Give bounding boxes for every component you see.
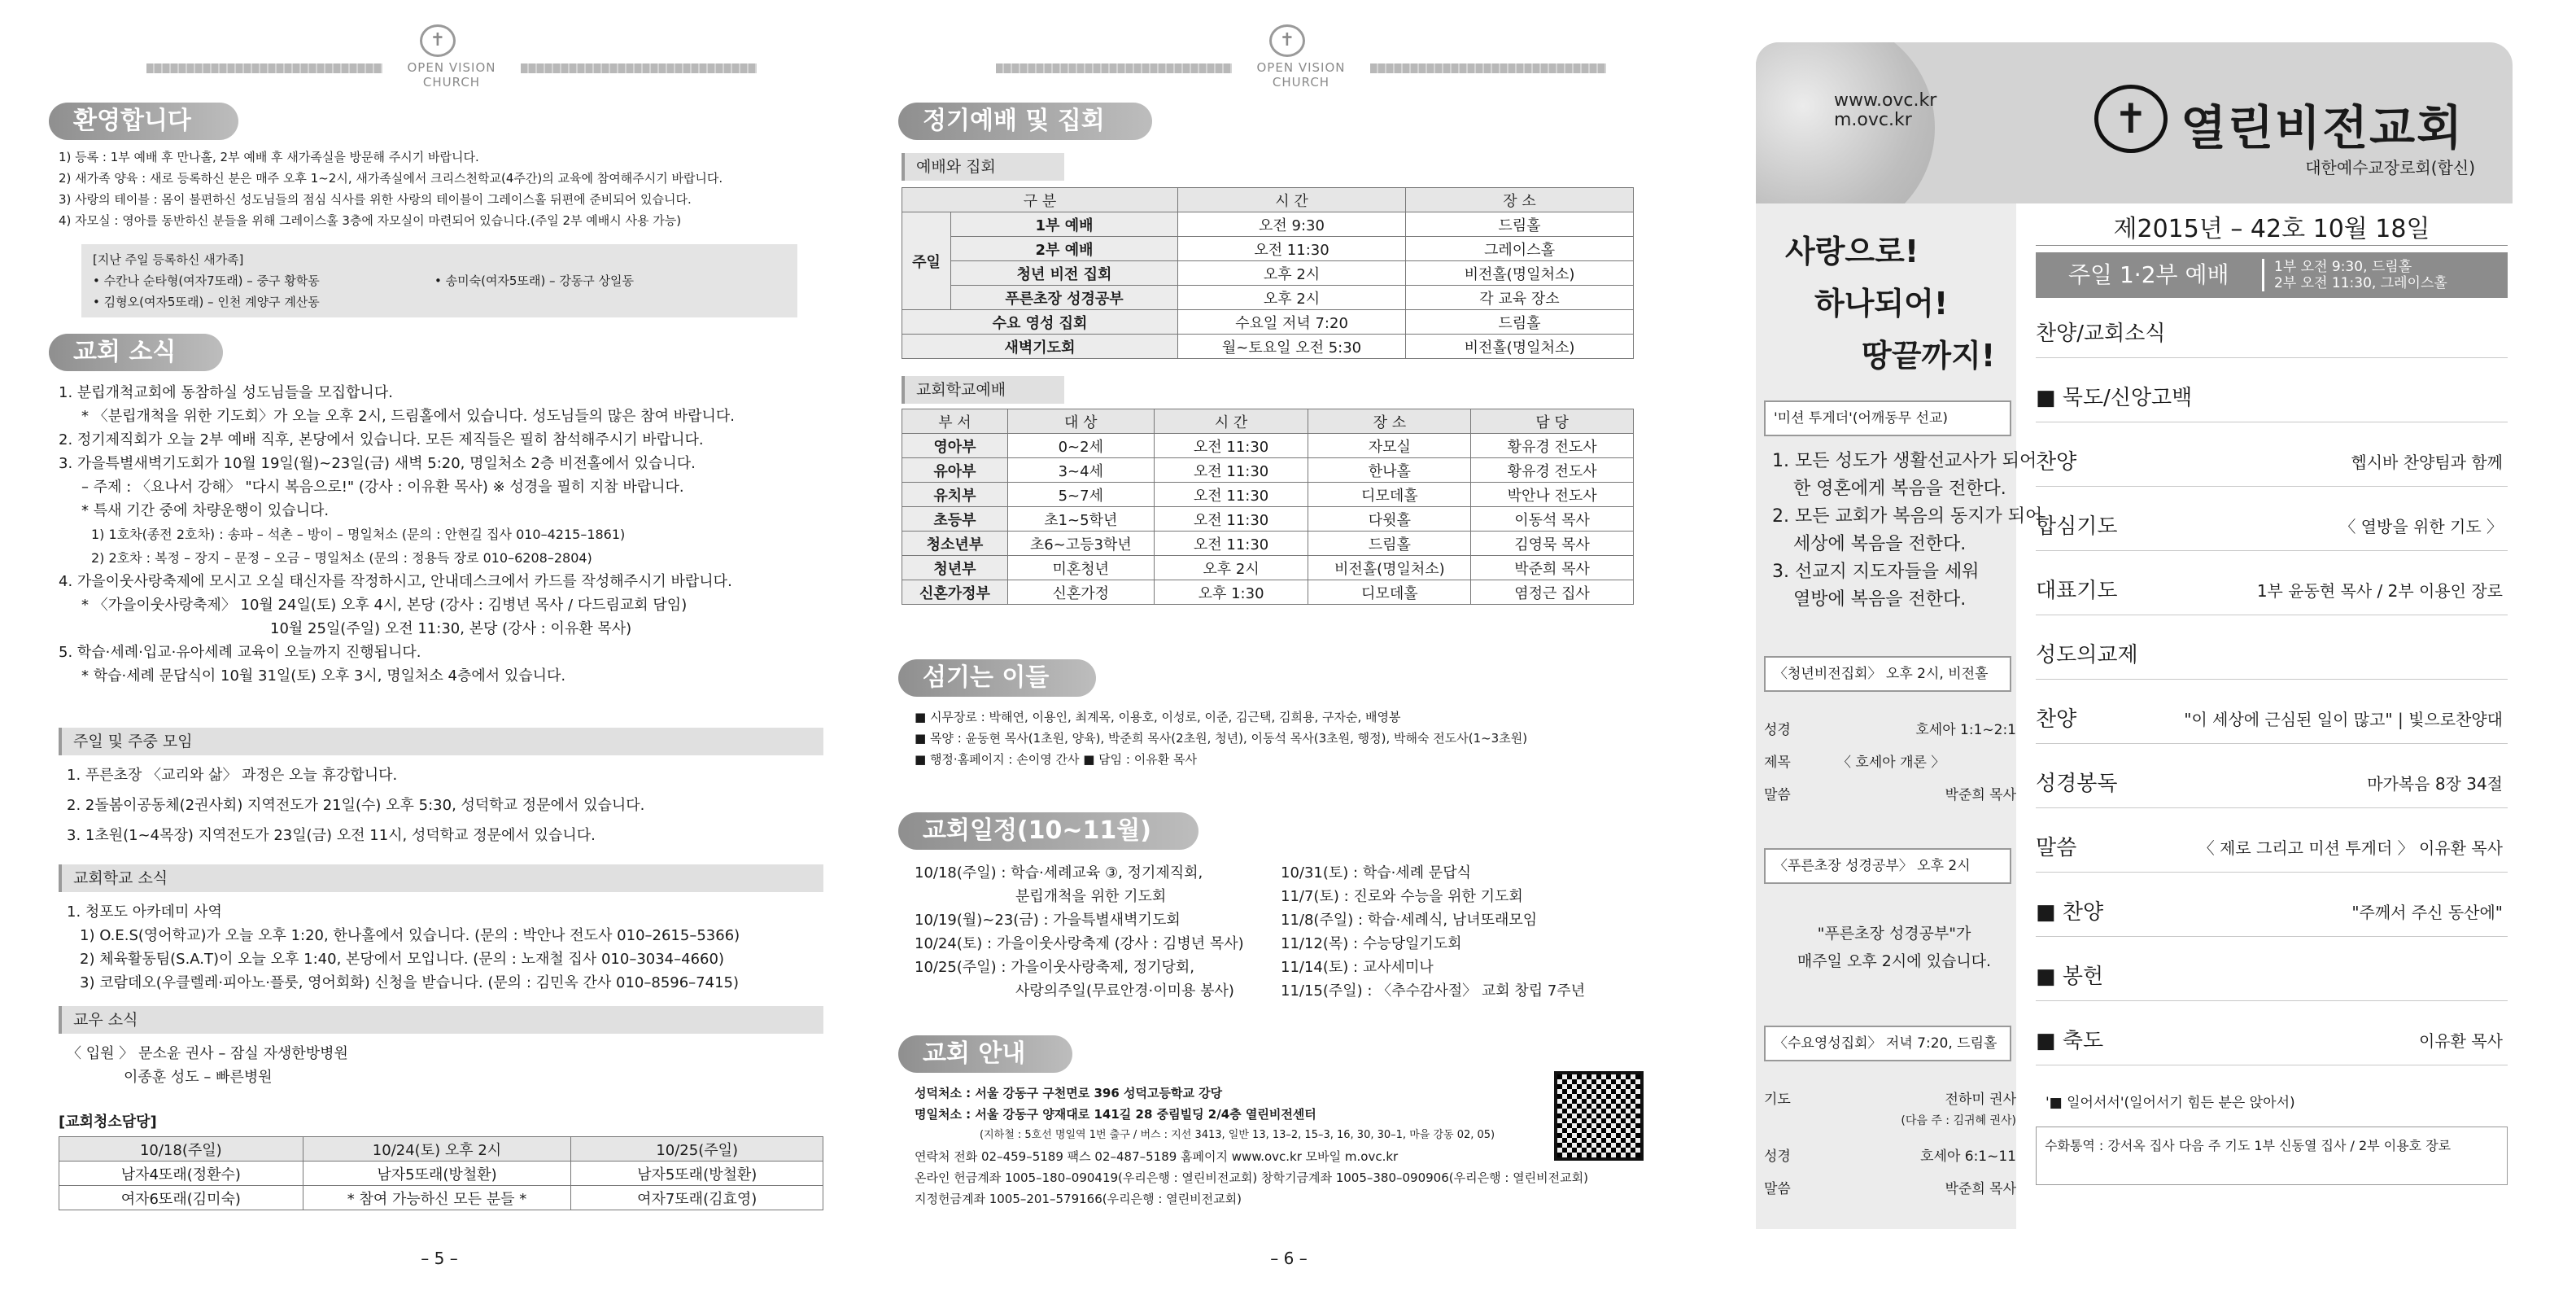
news-list <box>59 381 823 688</box>
weekly-subheader: 주일 및 주중 모임 <box>59 728 823 755</box>
wednesday-title: 〈수요영성집회〉 저녁 7:20, 드림홀 <box>1764 1026 2011 1061</box>
table-cell: 오전 11:30 <box>1154 532 1308 556</box>
church-logo-icon: ✝ <box>1269 24 1305 57</box>
table-row <box>902 580 1634 605</box>
order-value: 〈 열방을 위한 기도 〉 <box>2339 517 2503 536</box>
row-label: 말씀 <box>1764 1181 1791 1197</box>
news-line: 10월 25일(주일) 오전 11:30, 본당 (강사 : 이유환 목사) <box>270 620 632 637</box>
welcome-line: 2) 새가족 양육 : 새로 등록하신 분은 매주 오후 1~2시, 새가족실에서 크리스천학교(4주간)의 교육에 참여해주시기 바랍니다. <box>59 171 723 186</box>
table-cell: 청소년부 <box>902 532 1008 556</box>
order-item <box>2036 952 2508 1001</box>
table-cell: 영아부 <box>902 434 1008 458</box>
table-cell: 신혼가정부 <box>902 580 1008 605</box>
table-cell: 3~4세 <box>1007 458 1154 483</box>
table-cell: 여자6또래(김미숙) <box>59 1186 303 1210</box>
news-line: – 주제 : 〈요나서 강해〉 "다시 복음으로!" (강사 : 이유환 목사) ※ 성경을 필히 지참 바랍니다. <box>81 479 684 496</box>
table-cell: 박준희 목사 <box>1471 556 1634 580</box>
table-header: 담 당 <box>1471 409 1634 434</box>
school-worship-subheader: 교회학교예배 <box>902 376 1064 404</box>
school-worship-table <box>902 409 1634 605</box>
table-cell: 남자4또래(정환수) <box>59 1162 303 1186</box>
table-header: 장 소 <box>1406 188 1634 212</box>
table-cell: 초1~5학년 <box>1007 507 1154 532</box>
school-line: 3) 코람데오(우클렐레·피아노·플룻, 영어회화) 신청을 받습니다. (문의 : 김민옥 간사 010–8596–7415) <box>80 974 740 991</box>
mission-title: '미션 투게더'(어깨동무 선교) <box>1764 400 2011 436</box>
row-value: 박준희 목사 <box>1945 787 2016 803</box>
newcomers-title: [지난 주일 등록하신 새가족] <box>93 252 244 267</box>
table-row <box>902 434 1634 458</box>
section-news <box>49 334 830 371</box>
table-cell: 남자5또래(방철환) <box>303 1162 571 1186</box>
order-label: ■ 축도 <box>2036 1029 2104 1053</box>
page-header <box>898 24 1679 90</box>
weekly-line: 2. 2돌봄이공동체(2권사회) 지역전도가 21일(수) 오후 5:30, 성덕학교 정문에서 있습니다. <box>67 797 645 814</box>
mission-line: 3. 선교지 지도자들을 세워 <box>1772 562 1980 582</box>
news-line: 4. 가을이웃사랑축제에 모시고 오실 태신자를 작정하시고, 안내데스크에서 카드를 작성해주시기 바랍니다. <box>59 573 732 590</box>
members-list <box>59 1042 823 1089</box>
order-label: 찬양 <box>2036 707 2077 732</box>
slogan-line: 사랑으로! <box>1785 234 1919 269</box>
welcome-list <box>59 147 823 231</box>
guide-line: 연락처 전화 02–459–5189 팩스 02–487–5189 홈페이지 www.ovc.kr 모바일 m.ovc.kr <box>915 1149 1399 1164</box>
cover-header <box>1756 42 2513 203</box>
table-cell: 그레이스홀 <box>1406 237 1634 261</box>
news-line: 5. 학습·세례·입교·유아세례 교육이 오늘까지 진행됩니다. <box>59 644 421 661</box>
table-row <box>59 1162 823 1186</box>
cover-page <box>1749 0 2514 1295</box>
row-value: 호세아 6:1~11 <box>1920 1148 2016 1165</box>
table-cell: 여자7또래(김효영) <box>571 1186 823 1210</box>
table-cell: 박안나 전도사 <box>1471 483 1634 507</box>
mobile-url: m.ovc.kr <box>1834 110 1912 130</box>
table-cell: 푸른초장 성경공부 <box>951 286 1178 310</box>
service-time: 2부 오전 11:30, 그레이스홀 <box>2274 275 2447 291</box>
weekly-line: 3. 1초원(1~4목장) 지역전도가 23일(금) 오전 11시, 성덕학교 정문에서 있습니다. <box>67 827 596 844</box>
church-name: 열린비전교회 <box>2181 100 2465 155</box>
welcome-line: 3) 사랑의 테이블 : 몸이 불편하신 성도님들의 점심 식사를 위한 사랑의 테이블이 그레이스홀 뒤편에 준비되어 있습니다. <box>59 192 692 207</box>
page-number: – 6 – <box>1270 1249 1308 1268</box>
website-url: www.ovc.kr <box>1834 90 1937 111</box>
schedule-line: 11/15(주일) : 〈추수감사절〉 교회 창립 7주년 <box>1281 982 1586 1000</box>
table-cell: 염정근 집사 <box>1471 580 1634 605</box>
table-header: 장 소 <box>1308 409 1471 434</box>
youth-title: 〈청년비전집회〉 오후 2시, 비전홀 <box>1764 656 2011 692</box>
service-times <box>2262 259 2447 291</box>
members-subheader: 교우 소식 <box>59 1006 823 1034</box>
order-label: 성도의교제 <box>2036 643 2138 667</box>
news-line: 2. 정기제직회가 오늘 2부 예배 직후, 본당에서 있습니다. 모든 제직들은 필히 참석해주시기 바랍니다. <box>59 431 704 448</box>
table-cell: 김영묵 목사 <box>1471 532 1634 556</box>
row-value: 〈 호세아 개론 〉 <box>1837 755 1945 771</box>
issue-date: 제2015년 – 42호 10월 18일 <box>2036 213 2508 246</box>
table-header: 시 간 <box>1154 409 1308 434</box>
guide-line: 지정헌금계좌 1005–201–579166(우리은행 : 열린비전교회) <box>915 1192 1242 1206</box>
bible-study-line: "푸른초장 성경공부"가 <box>1817 925 1971 943</box>
welcome-line: 4) 자모실 : 영아를 동반하신 분들을 위해 그레이스홀 3층에 자모실이 마련되어 있습니다.(주일 2부 예배시 사용 가능) <box>59 213 682 228</box>
table-cell: 오후 1:30 <box>1154 580 1308 605</box>
table-row <box>902 310 1634 335</box>
table-cell: 디모데홀 <box>1308 483 1471 507</box>
school-line: 1) O.E.S(영어학교)가 오늘 오후 1:20, 한나홀에서 있습니다. (문의 : 박안나 전도사 010–2615–5366) <box>80 927 740 944</box>
members-line: 〈 입원 〉 문소윤 권사 – 잠실 자생한방병원 <box>67 1045 348 1062</box>
news-line: * 〈분립개척을 위한 기도회〉가 오늘 오후 2시, 드림홀에서 있습니다. 성도님들의 많은 참여 바랍니다. <box>81 408 736 425</box>
header-rule <box>146 63 382 73</box>
mission-line: 한 영혼에게 복음을 전한다. <box>1793 479 2006 499</box>
header-rule <box>996 63 1232 73</box>
table-cell: 디모데홀 <box>1308 580 1471 605</box>
service-time: 1부 오전 9:30, 드림홀 <box>2274 259 2412 275</box>
order-label: 말씀 <box>2036 836 2077 860</box>
table-cell: * 참여 가능하신 모든 분들 * <box>303 1186 571 1210</box>
servers-line: ■ 시무장로 : 박해연, 이용인, 최계목, 이용호, 이성로, 이준, 김근택, 김희용, 구자순, 배영봉 <box>915 710 1401 724</box>
order-label: ■ 찬양 <box>2036 900 2104 925</box>
table-cell: 각 교육 장소 <box>1406 286 1634 310</box>
table-cell: 월~토요일 오전 5:30 <box>1178 335 1406 359</box>
header-church-name: OPEN VISION CHURCH <box>1256 60 1346 90</box>
header-church-name: OPEN VISION CHURCH <box>407 60 496 90</box>
page-6 <box>898 0 1679 1295</box>
cleaning-table <box>59 1136 823 1210</box>
section-guide <box>898 1035 1679 1073</box>
section-title: 정기예배 및 집회 <box>898 103 1152 140</box>
section-servers <box>898 659 1679 697</box>
table-row <box>902 212 1634 237</box>
news-line: * 특새 기간 중에 차량운행이 있습니다. <box>81 502 330 519</box>
schedule-line: 10/25(주일) : 가을이웃사랑축제, 정기당회, <box>915 959 1195 976</box>
mission-line: 2. 모든 교회가 복음의 동지가 되어 <box>1772 506 2043 527</box>
qr-code-icon <box>1554 1071 1644 1161</box>
order-value: "주께서 주신 동산에" <box>2351 903 2503 922</box>
table-row <box>902 286 1634 310</box>
news-line: * 학습·세례 문답식이 10월 31일(토) 오후 3시, 명일처소 4층에서 있습니다. <box>81 667 566 685</box>
slogan-line: 땅끝까지! <box>1862 338 1996 374</box>
table-cell: 오전 9:30 <box>1178 212 1406 237</box>
section-title: 교회 안내 <box>898 1035 1072 1073</box>
table-cell: 오후 2시 <box>1178 261 1406 286</box>
order-value: 헵시바 찬양팀과 함께 <box>2351 453 2503 472</box>
table-cell: 남자5또래(방철환) <box>571 1162 823 1186</box>
table-cell: 오후 2시 <box>1178 286 1406 310</box>
table-cell: 오후 2시 <box>1154 556 1308 580</box>
church-logo-icon: ✝ <box>2094 85 2168 153</box>
row-label: 기도 <box>1764 1092 1791 1108</box>
order-item <box>2036 759 2508 808</box>
newcomer: • 김형오(여자5또래) – 인천 계양구 계산동 <box>93 295 320 309</box>
table-cell: 오전 11:30 <box>1154 483 1308 507</box>
worship-subheader: 예배와 집회 <box>902 153 1064 181</box>
table-cell: 초6~고등3학년 <box>1007 532 1154 556</box>
table-row <box>902 532 1634 556</box>
section-welcome <box>49 103 830 140</box>
school-list <box>59 900 823 995</box>
servers-line: ■ 목양 : 윤동현 목사(1초원, 양육), 박준희 목사(2초원, 청년), 이동석 목사(3초원, 행정), 박해숙 전도사(1~3초원) <box>915 731 1528 746</box>
table-cell: 비전홀(명일처소) <box>1308 556 1471 580</box>
order-item <box>2036 631 2508 680</box>
schedule-left <box>915 861 1289 1003</box>
website-urls <box>1834 91 1936 130</box>
table-header: 구 분 <box>902 188 1178 212</box>
table-header: 대 상 <box>1007 409 1154 434</box>
order-item <box>2036 309 2508 358</box>
table-row <box>902 237 1634 261</box>
table-cell: 오전 11:30 <box>1178 237 1406 261</box>
order-label: 대표기도 <box>2036 579 2118 603</box>
table-header: 10/25(주일) <box>571 1137 823 1162</box>
schedule-line: 사랑의주일(무료안경·이미용 봉사) <box>1015 982 1234 1000</box>
guide-line: 명일처소 : 서울 강동구 양재대로 141길 28 중림빌딩 2/4층 열린비전센터 <box>915 1107 1316 1122</box>
newcomers-box <box>81 244 797 317</box>
table-cell: 한나홀 <box>1308 458 1471 483</box>
church-logo-icon: ✝ <box>420 24 456 57</box>
row-value: (다음 주 : 김귀혜 권사) <box>1901 1114 2016 1127</box>
page-5 <box>49 0 830 1295</box>
newcomer: • 수칸나 순타형(여자7또래) – 중구 황학동 <box>93 273 320 288</box>
table-row <box>902 507 1634 532</box>
table-cell: 드림홀 <box>1308 532 1471 556</box>
order-label: ■ 봉헌 <box>2036 965 2104 989</box>
mission-line: 세상에 복음을 전한다. <box>1793 534 1967 554</box>
schedule-line: 11/14(토) : 교사세미나 <box>1281 959 1434 976</box>
table-row <box>59 1186 823 1210</box>
service-band <box>2036 252 2508 298</box>
row-label: 말씀 <box>1764 787 1791 803</box>
section-title: 섬기는 이들 <box>898 659 1096 697</box>
mission-line: 1. 모든 성도가 생활선교사가 되어 <box>1772 451 2037 471</box>
table-cell: 오전 11:30 <box>1154 434 1308 458</box>
news-line: 2) 2호차 : 복정 – 장지 – 문정 – 오금 – 명일처소 (문의 : 정용득 장로 010–6208–2804) <box>91 550 592 566</box>
schedule-line: 분립개척을 위한 기도회 <box>1015 888 1167 905</box>
news-line: 1. 분립개척교회에 동참하실 성도님들을 모집합니다. <box>59 384 393 401</box>
table-cell: 황유경 전도사 <box>1471 434 1634 458</box>
school-line: 1. 청포도 아카데미 사역 <box>67 903 222 921</box>
table-header: 10/18(주일) <box>59 1137 303 1162</box>
servers-line: ■ 행정·홈페이지 : 손이영 간사 ■ 담임 : 이유환 목사 <box>915 752 1197 767</box>
schedule-line: 10/18(주일) : 학습·세례교육 ③, 정기제직회, <box>915 864 1203 882</box>
header-rule <box>1370 63 1606 73</box>
table-row <box>902 458 1634 483</box>
table-cell: 초등부 <box>902 507 1008 532</box>
order-item <box>2036 502 2508 551</box>
section-title: 교회일정(10~11월) <box>898 812 1198 850</box>
guide-line: 성덕처소 : 서울 강동구 구천면로 396 성덕고등학교 강당 <box>915 1086 1223 1100</box>
row-label: 제목 <box>1764 755 1791 771</box>
school-line: 2) 체육활동팀(S.A.T)이 오늘 오후 1:40, 본당에서 모입니다. (문의 : 노재철 집사 010–3034–4660) <box>80 951 724 968</box>
order-label: 성경봉독 <box>2036 772 2118 796</box>
weekly-list <box>59 763 823 847</box>
welcome-line: 1) 등록 : 1부 예배 후 만나홀, 2부 예배 후 새가족실을 방문해 주시기 바랍니다. <box>59 150 479 164</box>
table-header: 부 서 <box>902 409 1008 434</box>
sunday-label: 주일 <box>902 212 951 310</box>
page-header <box>49 24 830 90</box>
schedule-line: 10/31(토) : 학습·세례 문답식 <box>1281 864 1471 882</box>
section-worship <box>898 103 1679 140</box>
header-rule <box>521 63 757 73</box>
row-label: 성경 <box>1764 722 1791 738</box>
weekly-line: 1. 푸른초장 〈교리와 삶〉 과정은 오늘 휴강합니다. <box>67 767 398 784</box>
news-line: 1) 1호차(종전 2호차) : 송파 – 석촌 – 방이 – 명일처소 (문의 : 안현길 집사 010–4215–1861) <box>91 527 626 542</box>
table-cell: 드림홀 <box>1406 212 1634 237</box>
table-cell: 2부 예배 <box>951 237 1178 261</box>
table-cell: 5~7세 <box>1007 483 1154 507</box>
row-label: 성경 <box>1764 1148 1791 1165</box>
table-cell: 황유경 전도사 <box>1471 458 1634 483</box>
order-value: 〈 제로 그리고 미션 투게더 〉 이유환 목사 <box>2198 838 2503 858</box>
row-value: 박준희 목사 <box>1945 1181 2016 1197</box>
cleaning-title: [교회청소담당] <box>59 1113 157 1131</box>
row-value: 호세아 1:1~2:1 <box>1915 722 2016 738</box>
order-value: "이 세상에 근심된 일이 많고" | 빛으로찬양대 <box>2184 710 2503 729</box>
table-cell: 1부 예배 <box>951 212 1178 237</box>
cover-left-column <box>1756 203 2043 1229</box>
news-line: 3. 가을특별새벽기도회가 10월 19일(월)~23일(금) 새벽 5:20, 명일처소 2층 비전홀에서 있습니다. <box>59 455 696 472</box>
table-cell: 다윗홀 <box>1308 507 1471 532</box>
worship-table <box>902 187 1634 359</box>
table-cell: 청년부 <box>902 556 1008 580</box>
section-schedule <box>898 812 1679 850</box>
order-value: 마가복음 8장 34절 <box>2367 774 2503 794</box>
table-cell: 오전 11:30 <box>1154 458 1308 483</box>
schedule-line: 11/12(목) : 수능당일기도회 <box>1281 935 1462 952</box>
table-cell: 이동석 목사 <box>1471 507 1634 532</box>
table-cell: 드림홀 <box>1406 310 1634 335</box>
table-cell: 0~2세 <box>1007 434 1154 458</box>
section-title: 환영합니다 <box>49 103 238 140</box>
table-row <box>902 483 1634 507</box>
schedule-line: 11/8(주일) : 학습·세례식, 남녀또래모임 <box>1281 912 1538 929</box>
table-cell: 유아부 <box>902 458 1008 483</box>
order-item <box>2036 1017 2508 1065</box>
order-item <box>2036 695 2508 744</box>
order-label: 찬양/교회소식 <box>2036 322 2166 346</box>
order-label: ■ 묵도/신앙고백 <box>2036 386 2193 410</box>
servers-list <box>915 707 1679 770</box>
bible-study-title: 〈푸른초장 성경공부〉 오후 2시 <box>1764 848 2011 884</box>
table-cell: 유치부 <box>902 483 1008 507</box>
order-label: 찬양 <box>2036 450 2077 475</box>
table-row <box>902 335 1634 359</box>
newcomer: • 송미숙(여자5또래) – 강동구 상일동 <box>434 273 635 288</box>
mission-line: 열방에 복음을 전한다. <box>1793 589 1967 610</box>
school-subheader: 교회학교 소식 <box>59 864 823 892</box>
slogan-line: 하나되어! <box>1814 286 1949 322</box>
table-cell: 오전 11:30 <box>1154 507 1308 532</box>
table-cell: 비전홀(명일처소) <box>1406 335 1634 359</box>
table-header: 10/24(토) 오후 2시 <box>303 1137 571 1162</box>
table-cell: 새벽기도회 <box>902 335 1178 359</box>
news-line: * 〈가을이웃사랑축제〉 10월 24일(토) 오후 4시, 본당 (강사 : 김병년 목사 / 다드림교회 담임) <box>81 597 688 614</box>
denomination: 대한예수교장로회(합신) <box>2305 158 2475 177</box>
guide-line: 온라인 헌금계좌 1005–180–090419(우리은행 : 열린비전교회) 창학기금계좌 1005–380–090906(우리은행 : 열린비전교회) <box>915 1170 1588 1185</box>
table-cell: 자모실 <box>1308 434 1471 458</box>
table-cell: 비전홀(명일처소) <box>1406 261 1634 286</box>
table-row <box>902 261 1634 286</box>
schedule-line: 11/7(토) : 진로와 수능을 위한 기도회 <box>1281 888 1523 905</box>
service-title: 주일 1·2부 예배 <box>2068 261 2229 288</box>
schedule-right <box>1281 861 1671 1003</box>
bible-study-line: 매주일 오후 2시에 있습니다. <box>1797 952 1992 970</box>
order-value: 이유환 목사 <box>2419 1031 2503 1051</box>
order-value: 1부 윤동현 목사 / 2부 이용인 장로 <box>2256 581 2503 601</box>
order-item <box>2036 567 2508 615</box>
order-item <box>2036 824 2508 873</box>
schedule-line: 10/24(토) : 가을이웃사랑축제 (강사 : 김병년 목사) <box>915 935 1244 952</box>
order-label: 합심기도 <box>2036 514 2118 539</box>
order-item <box>2036 374 2508 422</box>
row-value: 전하미 권사 <box>1945 1092 2016 1108</box>
table-header: 시 간 <box>1178 188 1406 212</box>
table-cell: 청년 비전 집회 <box>951 261 1178 286</box>
page-number: – 5 – <box>421 1249 458 1268</box>
order-item <box>2036 438 2508 487</box>
standing-note: '■ 일어서서'(일어서기 힘든 분은 앉아서) <box>2046 1095 2295 1111</box>
table-cell: 신혼가정 <box>1007 580 1154 605</box>
next-week-box: 수화통역 : 강서옥 집사 다음 주 기도 1부 신동열 집사 / 2부 이용호 장로 <box>2036 1127 2508 1185</box>
guide-line: (지하철 : 5호선 명일역 1번 출구 / 버스 : 지선 3413, 일반 13, 13–2, 15–3, 16, 30, 30–1, 마을 강동 02, 05) <box>980 1129 1495 1141</box>
section-title: 교회 소식 <box>49 334 223 371</box>
table-row <box>902 556 1634 580</box>
bible-study-text <box>1772 920 2016 975</box>
members-line: 이종훈 성도 – 빠른병원 <box>124 1069 273 1086</box>
table-cell: 수요 영성 집회 <box>902 310 1178 335</box>
order-item <box>2036 888 2508 937</box>
table-cell: 미혼청년 <box>1007 556 1154 580</box>
table-cell: 수요일 저녁 7:20 <box>1178 310 1406 335</box>
schedule-line: 10/19(월)~23(금) : 가을특별새벽기도회 <box>915 912 1181 929</box>
mission-list <box>1772 448 2043 614</box>
